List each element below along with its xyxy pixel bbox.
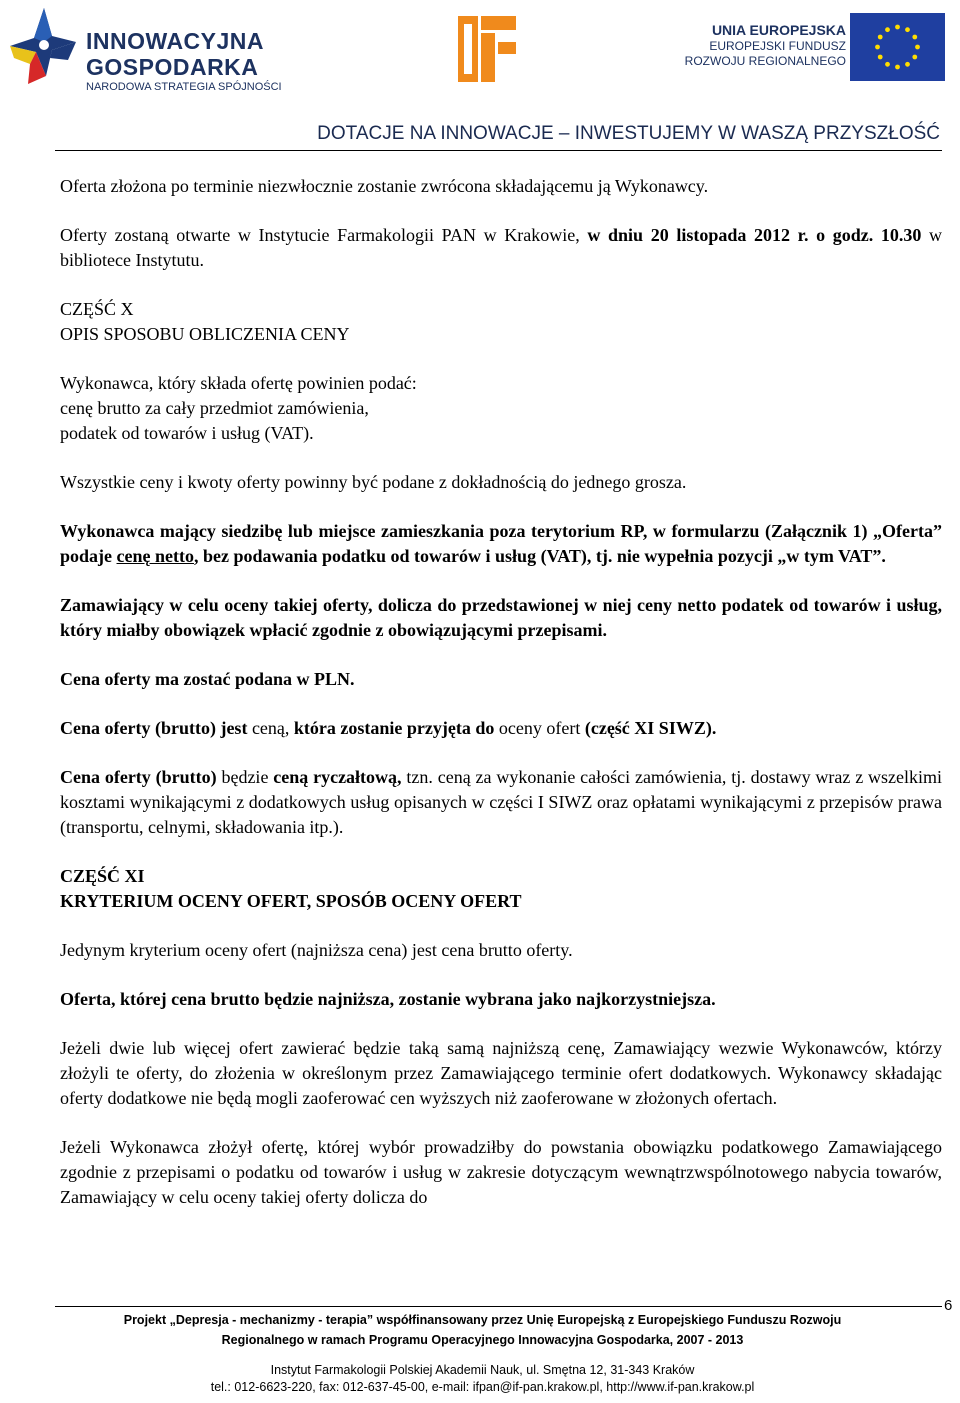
- opening-date-text: w dniu 20 listopada 2012 r. o godz. 10.30: [587, 225, 922, 245]
- paragraph-text: Cena oferty (brutto): [60, 767, 217, 787]
- ig-star-icon: [6, 6, 78, 96]
- paragraph: [60, 1036, 942, 1111]
- paragraph: [60, 1135, 942, 1210]
- paragraph-text: ceną ryczałtową,: [273, 767, 402, 787]
- paragraph: [60, 593, 942, 643]
- ig-logo-line1: INNOWACYJNA: [86, 28, 265, 54]
- paragraph: [60, 716, 942, 741]
- section-title: CZĘŚĆ X: [60, 299, 134, 319]
- innowacyjna-gospodarka-logo: [6, 6, 296, 96]
- document-body: [60, 174, 942, 1210]
- paragraph: [60, 371, 942, 446]
- ig-logo-line3: NARODOWA STRATEGIA SPÓJNOŚCI: [86, 81, 282, 93]
- paragraph-text: Oferta złożona po terminie niezwłocznie zostanie zwrócona składającemu ją Wykonawcy.: [60, 176, 709, 196]
- section-subtitle: KRYTERIUM OCENY OFERT, SPOSÓB OCENY OFERT: [60, 891, 522, 911]
- paragraph-text: podatek od towarów i usług (VAT).: [60, 423, 314, 443]
- paragraph: [60, 174, 942, 199]
- eu-logo-text: [678, 22, 846, 69]
- paragraph-text: Cena oferty ma zostać podana w PLN.: [60, 669, 355, 689]
- paragraph-text: Jeżeli dwie lub więcej ofert zawierać będzie taką samą najniższą cenę, Zamawiający wezwie Wykonawców, którzy złożyli te oferty, do złożenia w określonym przez Zamawiającego terminie ofert dodatkowych. Wykonawcy składając oferty dodatkowe nie będą mogli zaoferować cen wyższych niż zaoferowane w złożonych ofertach.: [60, 1038, 942, 1108]
- page-header: [0, 0, 960, 155]
- paragraph-text: Jedynym kryterium oceny ofert (najniższa cena) jest cena brutto oferty.: [60, 940, 573, 960]
- page-footer: [30, 1310, 935, 1396]
- paragraph-text: Wykonawca, który składa ofertę powinien podać:: [60, 373, 417, 393]
- eu-flag-icon: [850, 13, 945, 81]
- eu-logo-line2: EUROPEJSKI FUNDUSZ: [709, 39, 846, 53]
- paragraph-text: Jeżeli Wykonawca złożył ofertę, której wybór prowadziłby do powstania obowiązku podatkowego Zamawiającego zgodnie z przepisami o podatku od towarów i usług w zakresie dotyczącym wewnątrzwspólnotowego nabycia towarów, Zamawiający w celu oceny takiej oferty dolicza do: [60, 1137, 942, 1207]
- ig-logo-line2: GOSPODARKA: [86, 54, 259, 80]
- eu-logo-line3: ROZWOJU REGIONALNEGO: [684, 54, 846, 68]
- paragraph-text: Wykonawca mający siedzibę lub miejsce zamieszkania poza terytorium RP, w formularzu (Załącznik 1) „Oferta” podaje: [60, 521, 942, 566]
- paragraph-text: ceną,: [251, 718, 294, 738]
- paragraph: [60, 470, 942, 495]
- paragraph: [60, 938, 942, 963]
- section-title: CZĘŚĆ XI: [60, 866, 145, 886]
- paragraph: [60, 519, 942, 569]
- paragraph: [60, 987, 942, 1012]
- paragraph: [60, 223, 942, 273]
- footer-contact: tel.: 012-6623-220, fax: 012-637-45-00, e-mail: ifpan@if-pan.krakow.pl, http://www.if-pan.krakow.pl: [210, 1380, 755, 1394]
- paragraph-text: w bibliotece Instytutu.: [60, 225, 942, 270]
- header-divider: [55, 150, 942, 151]
- footer-divider: [55, 1306, 942, 1307]
- eu-logo-line1: UNIA EUROPEJSKA: [711, 22, 846, 38]
- paragraph: [60, 667, 942, 692]
- paragraph-text: Wszystkie ceny i kwoty oferty powinny być podane z dokładnością do jednego grosza.: [60, 472, 687, 492]
- paragraph-text: będzie: [216, 767, 274, 787]
- section-heading: [60, 297, 942, 347]
- paragraph-text: oceny ofert: [494, 718, 585, 738]
- ifpan-logo: [458, 16, 516, 82]
- paragraph-text: (część XI SIWZ).: [584, 718, 717, 738]
- paragraph-text: cenę brutto za cały przedmiot zamówienia,: [60, 398, 369, 418]
- paragraph-text: Oferta, której cena brutto będzie najniższa, zostanie wybrana jako najkorzystniejsza.: [60, 989, 716, 1009]
- underlined-text: cenę netto: [116, 546, 194, 566]
- header-tagline: DOTACJE NA INNOWACJE – INWESTUJEMY W WASZĄ PRZYSZŁOŚĆ: [317, 123, 940, 144]
- paragraph-text: Zamawiający w celu oceny takiej oferty, dolicza do przedstawionej w niej ceny netto podatek od towarów i usług, który miałby obowiązek wpłacić zgodnie z obowiązującymi przepisami.: [60, 595, 942, 640]
- paragraph-text: , bez podawania podatku od towarów i usług (VAT), tj. nie wypełnia pozycji „w tym VAT”.: [193, 546, 886, 566]
- paragraph: [60, 765, 942, 840]
- page-number: 6: [944, 1297, 953, 1314]
- paragraph-text: Oferty zostaną otwarte w Instytucie Farmakologii PAN w Krakowie,: [60, 225, 588, 245]
- paragraph-text: Cena oferty (brutto) jest: [60, 718, 252, 738]
- paragraph-text: tzn. ceną za wykonanie całości zamówienia, tj. dostawy wraz z wszelkimi kosztami wynikającymi z dodatkowych usług opisanych w części I SIWZ oraz opłatami wynikającymi z przepisów prawa (transportu, celnymi, składowania itp.).: [60, 767, 943, 837]
- section-heading: [60, 864, 942, 914]
- footer-project-line1: Projekt „Depresja - mechanizmy - terapia” współfinansowany przez Unię Europejską z Europejskiego Funduszu Rozwoju: [123, 1313, 842, 1327]
- section-subtitle: OPIS SPOSOBU OBLICZENIA CENY: [60, 324, 350, 344]
- footer-project-line2: Regionalnego w ramach Programu Operacyjnego Innowacyjna Gospodarka, 2007 - 2013: [221, 1333, 744, 1347]
- footer-address: Instytut Farmakologii Polskiej Akademii Nauk, ul. Smętna 12, 31-343 Kraków: [270, 1363, 695, 1377]
- paragraph-text: która zostanie przyjęta do: [293, 718, 495, 738]
